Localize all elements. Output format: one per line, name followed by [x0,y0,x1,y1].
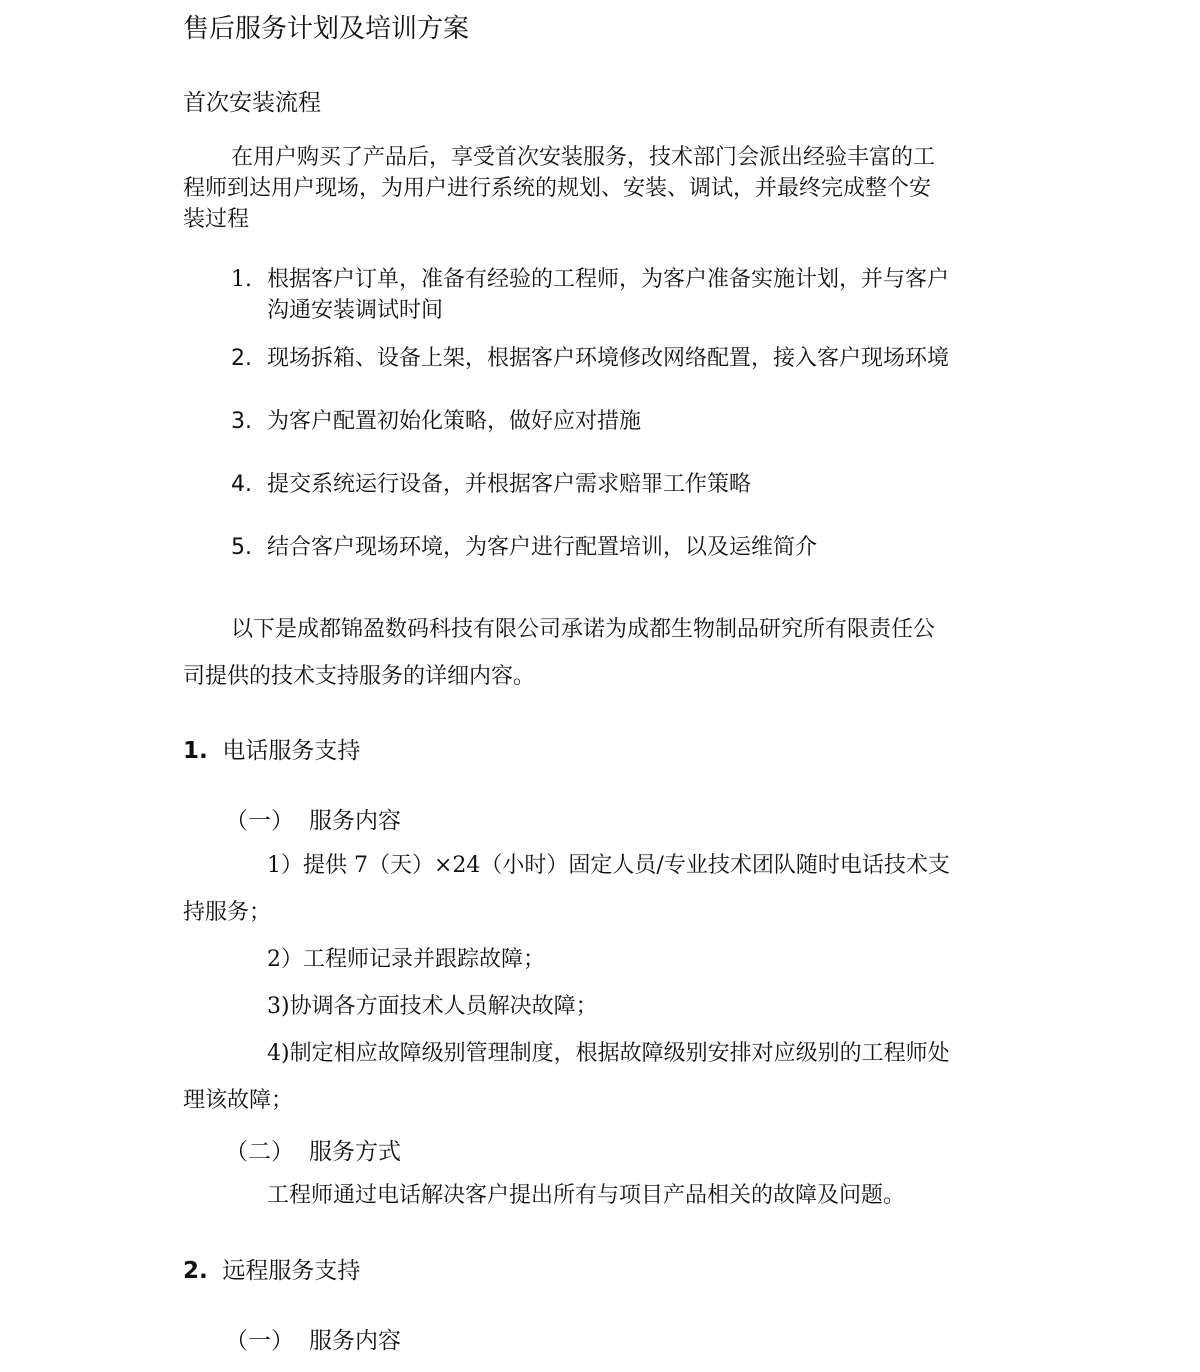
s1-sub1-number: （一） [225,808,294,834]
s1-item-4: 4)制定相应故障级别管理制度，根据故障级别安排对应级别的工程师处 [267,1041,950,1066]
step-text: 提交系统运行设备，并根据客户需求赔罪工作策略 [267,472,752,497]
doc-title: 售后服务计划及培训方案 [183,14,470,44]
step-number: 4. [231,472,252,497]
step-5 [231,532,817,563]
step-text: 结合客户现场环境，为客户进行配置培训，以及运维简介 [267,535,818,560]
s2-number: 2. [183,1258,208,1284]
step-1 [231,264,949,295]
s1-item-4-cont: 理该故障； [183,1088,294,1113]
step-text: 现场拆箱、设备上架，根据客户环境修改网络配置，接入客户现场环境 [267,346,950,371]
s1-item-1-cont: 持服务； [183,900,272,925]
intro-line-2: 程师到达用户现场，为用户进行系统的规划、安装、调试，并最终完成整个安 [183,176,932,201]
intro-line-3: 装过程 [183,207,250,232]
step-text: 为客户配置初始化策略，做好应对措施 [267,409,642,434]
step-number: 2. [231,346,252,371]
s1-heading [183,732,360,765]
step-2 [231,343,949,374]
s2-sub1-label: 服务内容 [309,1328,401,1354]
s1-item-3: 3)协调各方面技术人员解决故障； [267,994,598,1019]
s1-title: 电话服务支持 [222,738,361,764]
section-heading: 首次安装流程 [183,90,321,116]
step-number: 1. [231,267,252,292]
s2-sub1-number: （一） [225,1328,294,1354]
s1-number: 1. [183,738,208,764]
s1-item-1: 1）提供 7（天）×24（小时）固定人员/专业技术团队随时电话技术支 [267,853,950,878]
s1-item-2: 2）工程师记录并跟踪故障； [267,947,545,972]
s1-sub1-label: 服务内容 [309,808,401,834]
step-number: 5. [231,535,252,560]
step-number: 3. [231,409,252,434]
step-4 [231,469,751,500]
step-1-line-2: 沟通安装调试时间 [267,298,444,323]
s2-title: 远程服务支持 [222,1258,361,1284]
intro-line-1: 在用户购买了产品后，享受首次安装服务，技术部门会派出经验丰富的工 [231,145,936,170]
commitment-line-1: 以下是成都锦盈数码科技有限公司承诺为成都生物制品研究所有限责任公 [231,617,936,642]
s1-method: 工程师通过电话解决客户提出所有与项目产品相关的故障及问题。 [267,1183,906,1208]
s2-heading [183,1252,360,1285]
s1-sub2-number: （二） [225,1139,294,1165]
step-3 [231,406,641,437]
step-text: 根据客户订单，准备有经验的工程师，为客户准备实施计划，并与客户 [267,267,950,292]
s1-sub2-label: 服务方式 [309,1139,401,1165]
commitment-line-2: 司提供的技术支持服务的详细内容。 [183,664,536,689]
